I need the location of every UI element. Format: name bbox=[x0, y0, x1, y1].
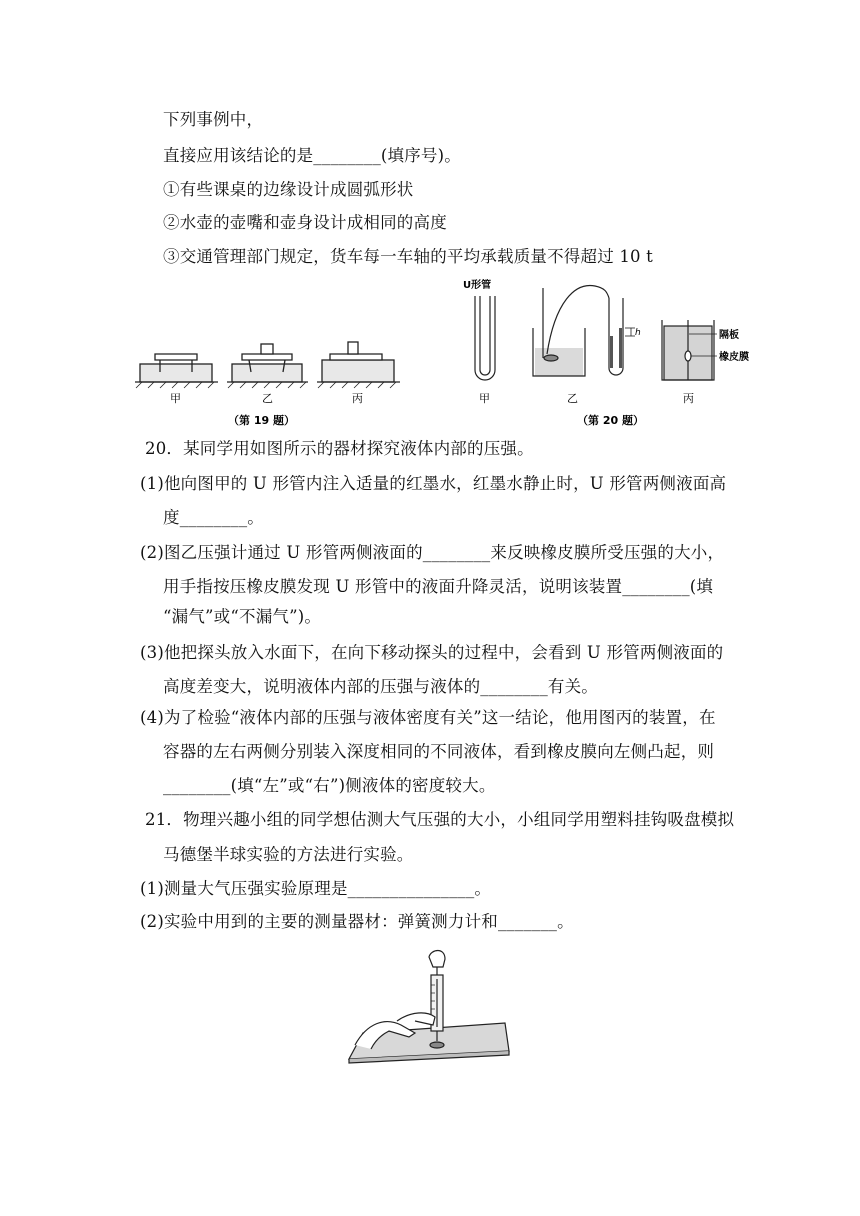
fig20-label-jia: 甲 bbox=[479, 392, 490, 405]
q20-part3-line: (3)他把探头放入水面下，在向下移动探头的过程中，会看到 U 形管两侧液面的 bbox=[140, 643, 724, 662]
fig19-label-jia: 甲 bbox=[170, 392, 181, 405]
fig20-label-bing: 丙 bbox=[683, 392, 694, 405]
q19-text-line: 下列事例中， bbox=[163, 110, 264, 129]
partition-label: 隔板 bbox=[719, 330, 739, 341]
figure-19 bbox=[130, 320, 410, 430]
q20-part4-line: (4)为了检验“液体内部的压强与液体密度有关”这一结论，他用图丙的装置，在 bbox=[140, 708, 716, 727]
q19-option-1: ①有些课桌的边缘设计成圆弧形状 bbox=[163, 180, 414, 199]
fig19-label-bing: 丙 bbox=[352, 392, 363, 405]
membrane-label: 橡皮膜 bbox=[719, 352, 749, 363]
figure-20 bbox=[455, 272, 755, 432]
fig19-caption: （第 19 题） bbox=[228, 414, 295, 427]
q20-part3-line: 高度差变大，说明液体内部的压强与液体的________有关。 bbox=[163, 677, 598, 696]
q21-part2: (2)实验中用到的主要的测量器材：弹簧测力计和_______。 bbox=[140, 912, 574, 931]
q20-part1-line: 度________。 bbox=[163, 508, 264, 527]
q20-stem: 20．某同学用如图所示的器材探究液体内部的压强。 bbox=[145, 439, 534, 458]
q20-part4-line: 容器的左右两侧分别装入深度相同的不同液体，看到橡皮膜向左侧凸起，则 bbox=[163, 742, 715, 761]
figure-21 bbox=[345, 945, 515, 1065]
u-tube-label: U形管 bbox=[463, 280, 492, 291]
fig20-caption: （第 20 题） bbox=[577, 414, 644, 427]
q20-part1-line: (1)他向图甲的 U 形管内注入适量的红墨水，红墨水静止时，U 形管两侧液面高 bbox=[140, 474, 727, 493]
q21-part1: (1)测量大气压强实验原理是_______________。 bbox=[140, 879, 492, 898]
q20-part2-line: “漏气”或“不漏气”)。 bbox=[163, 607, 322, 626]
q19-text-line: 直接应用该结论的是________(填序号)。 bbox=[163, 146, 461, 165]
q19-option-3: ③交通管理部门规定，货车每一车轴的平均承载质量不得超过 10 t bbox=[163, 247, 654, 266]
q21-stem: 马德堡半球实验的方法进行实验。 bbox=[163, 845, 414, 864]
q21-stem: 21．物理兴趣小组的同学想估测大气压强的大小，小组同学用塑料挂钩吸盘模拟 bbox=[145, 810, 735, 829]
q19-option-2: ②水壶的壶嘴和壶身设计成相同的高度 bbox=[163, 213, 447, 232]
q20-part2-line: (2)图乙压强计通过 U 形管两侧液面的________来反映橡皮膜所受压强的大小， bbox=[140, 543, 725, 562]
q20-part4-line: ________(填“左”或“右”)侧液体的密度较大。 bbox=[163, 776, 496, 795]
fig20-label-yi: 乙 bbox=[567, 392, 578, 405]
q20-part2-line: 用手指按压橡皮膜发现 U 形管中的液面升降灵活，说明该装置________(填 bbox=[163, 577, 714, 596]
fig19-label-yi: 乙 bbox=[262, 392, 273, 405]
h-label: h bbox=[635, 328, 641, 338]
